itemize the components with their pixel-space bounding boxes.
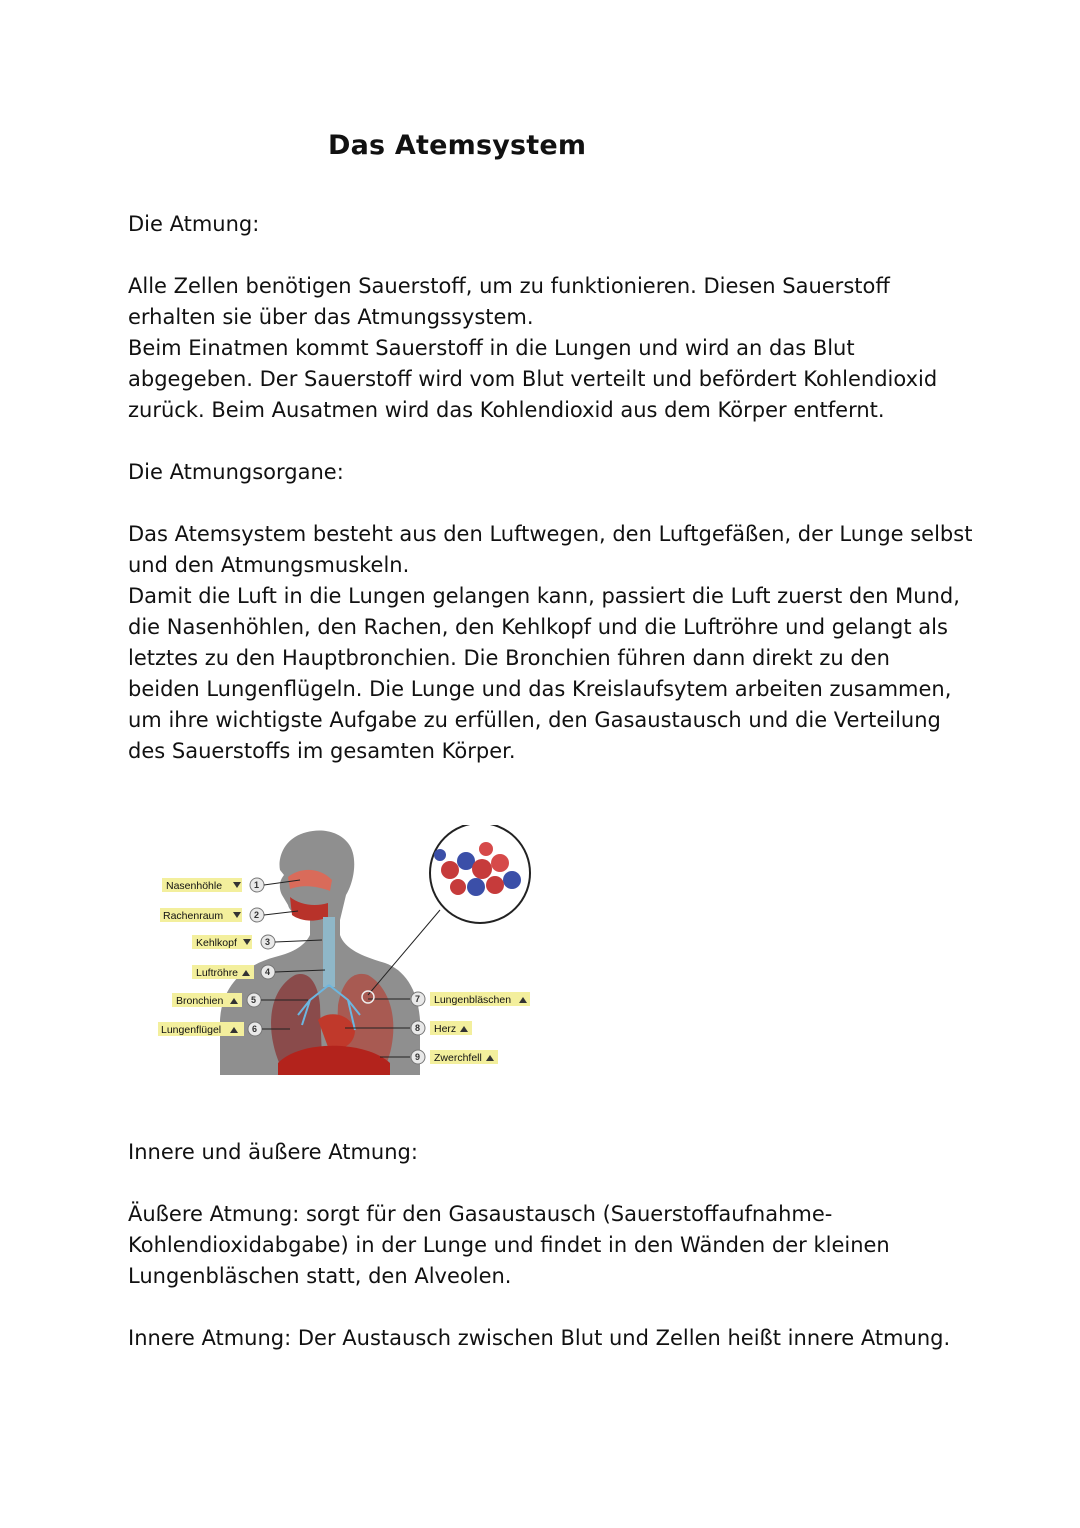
section-heading-atmungsorgane: Die Atmungsorgane:: [128, 460, 344, 484]
label-rachenraum: [160, 908, 298, 922]
text-line: Beim Einatmen kommt Sauerstoff in die Lungen und wird an das Blut: [128, 336, 855, 360]
text-line: Lungenbläschen statt, den Alveolen.: [128, 1264, 512, 1288]
label-number: 1: [254, 880, 260, 890]
text-line: um ihre wichtigste Aufgabe zu erfüllen, den Gasaustausch und die Verteilung: [128, 708, 941, 732]
text-line: die Nasenhöhlen, den Rachen, den Kehlkopf und die Luftröhre und gelangt als: [128, 615, 948, 639]
label-text: Lungenflügel: [161, 1024, 222, 1036]
label-number: 9: [415, 1052, 421, 1062]
text-line: Alle Zellen benötigen Sauerstoff, um zu funktionieren. Diesen Sauerstoff: [128, 274, 890, 298]
text-line: erhalten sie über das Atmungssystem.: [128, 305, 534, 329]
label-nasenhoehle: [162, 878, 300, 892]
label-text: Bronchien: [176, 995, 224, 1007]
label-number: 2: [254, 910, 260, 920]
respiratory-system-diagram: [150, 825, 550, 1080]
label-text: Zwerchfell: [434, 1052, 482, 1064]
text-line: Das Atemsystem besteht aus den Luftwegen, den Luftgefäßen, der Lunge selbst: [128, 522, 973, 546]
text-line: des Sauerstoffs im gesamten Körper.: [128, 739, 516, 763]
label-text: Herz: [434, 1023, 457, 1035]
text-line: Innere Atmung: Der Austausch zwischen Blut und Zellen heißt innere Atmung.: [128, 1326, 951, 1350]
text-line: Damit die Luft in die Lungen gelangen kann, passiert die Luft zuerst den Mund,: [128, 584, 960, 608]
text-line: Äußere Atmung: sorgt für den Gasaustausch (Sauerstoffaufnahme-: [128, 1202, 833, 1226]
label-text: Nasenhöhle: [166, 880, 223, 892]
label-number: 5: [251, 995, 257, 1005]
paragraph-innere-atmung: [128, 1323, 968, 1354]
page-title: Das Atemsystem: [328, 130, 587, 161]
trachea: [323, 917, 335, 987]
text-line: letztes zu den Hauptbronchien. Die Bronchien führen dann direkt zu den: [128, 646, 890, 670]
paragraph-aeussere-atmung: [128, 1199, 968, 1292]
text-line: Kohlendioxidabgabe) in der Lunge und findet in den Wänden der kleinen: [128, 1233, 890, 1257]
paragraph-atmungsorgane: [128, 519, 973, 767]
text-line: und den Atmungsmuskeln.: [128, 553, 410, 577]
label-text: Lungenbläschen: [434, 994, 512, 1006]
paragraph-atmung: [128, 271, 968, 426]
text-line: zurück. Beim Ausatmen wird das Kohlendioxid aus dem Körper entfernt.: [128, 398, 885, 422]
label-number: 3: [265, 937, 271, 947]
label-text: Rachenraum: [163, 910, 224, 922]
label-text: Luftröhre: [196, 967, 239, 979]
section-heading-atmung: Die Atmung:: [128, 212, 260, 236]
text-line: abgegeben. Der Sauerstoff wird vom Blut verteilt und befördert Kohlendioxid: [128, 367, 938, 391]
label-number: 6: [252, 1024, 258, 1034]
label-number: 4: [265, 967, 271, 977]
section-heading-innere-aeussere: Innere und äußere Atmung:: [128, 1140, 418, 1164]
label-text: Kehlkopf: [196, 937, 237, 949]
text-line: beiden Lungenflügeln. Die Lunge und das Kreislaufsytem arbeiten zusammen,: [128, 677, 952, 701]
label-number: 8: [415, 1023, 421, 1033]
label-number: 7: [415, 994, 421, 1004]
